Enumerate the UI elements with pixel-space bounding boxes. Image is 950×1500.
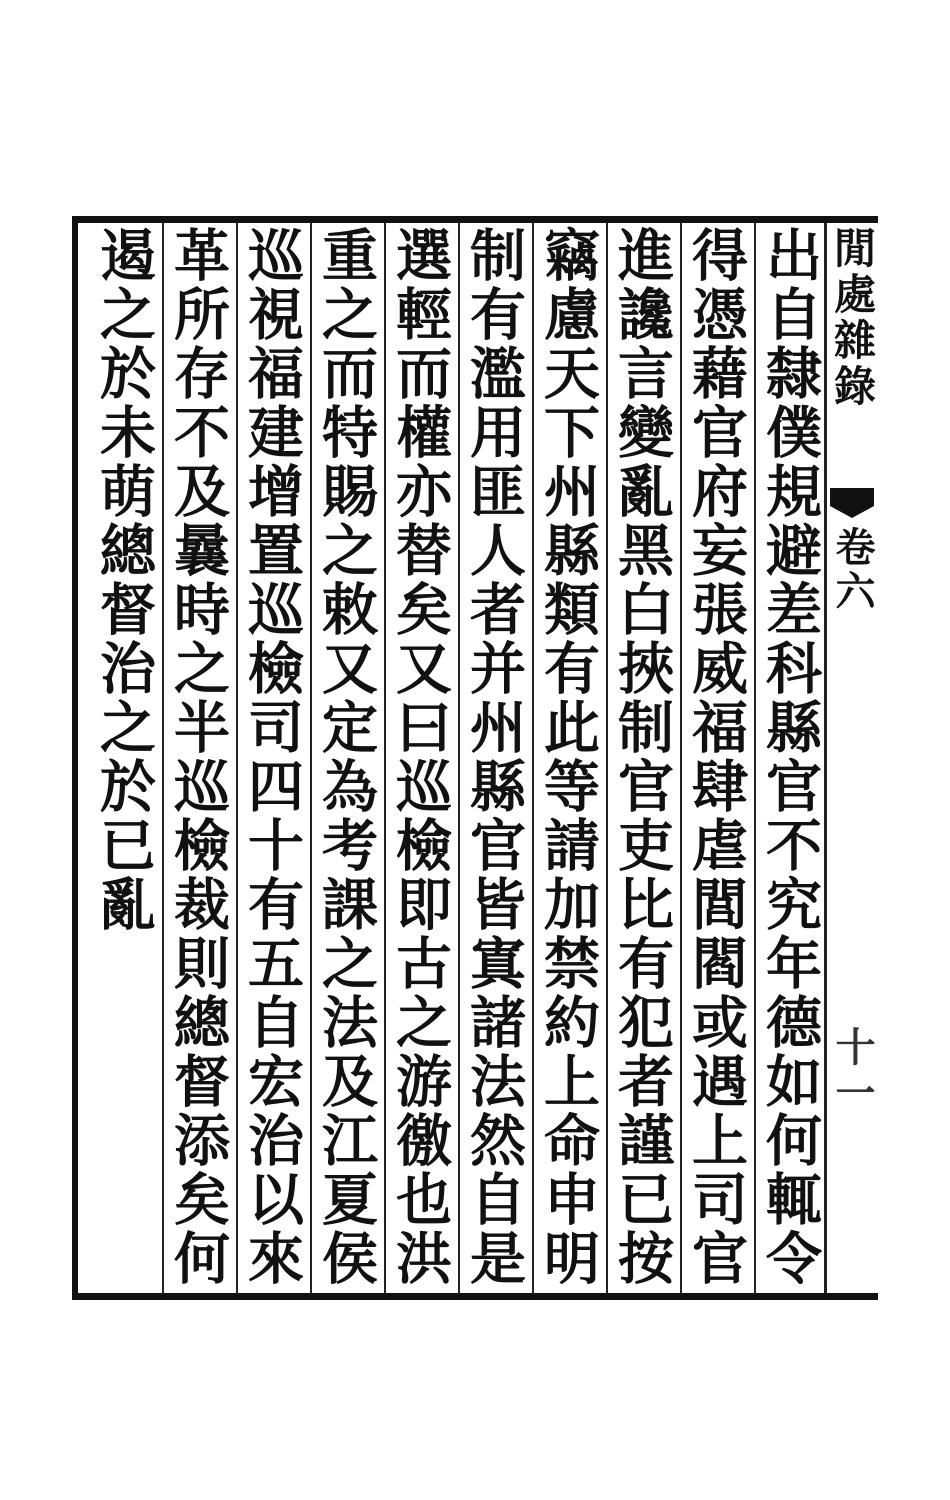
column-rule [162,223,164,1293]
margin-column [826,226,878,1292]
text-column-4: 竊慮天下州縣類有此等請加禁約上命申明 [535,226,601,1288]
text-column-1: 出自隸僕規避差科縣官不究年德如何輒令 [757,226,823,1288]
column-rule [236,223,238,1293]
fishtail-mark-icon [830,488,874,518]
column-rule [384,223,386,1293]
text-column-7: 重之而特賜之敕又定為考課之法及江夏侯 [313,226,379,1288]
column-rule [754,223,756,1293]
text-column-10: 遏之於未萌總督治之於已亂 [91,226,157,934]
column-rule [458,223,460,1293]
column-rule [532,223,534,1293]
text-column-3: 進讒言變亂黑白挾制官吏比有犯者謹已按 [609,226,675,1288]
text-column-8: 巡視福建增置巡檢司四十有五自宏治以來 [239,226,305,1288]
text-column-2: 得憑藉官府妄張威福肆虐閭閻或遇上司官 [683,226,749,1288]
column-rule [680,223,682,1293]
column-rule [310,223,312,1293]
column-rule [606,223,608,1293]
book-title: 閒處雜錄 [828,226,877,410]
juan-number: 卷六 [829,526,876,614]
text-column-5: 制有濫用匪人者并州縣官皆寘諸法然自是 [461,226,527,1288]
folio-number: 十一 [829,1026,876,1118]
text-column-9: 革所存不及曩時之半巡檢裁則總督添矣何 [165,226,231,1288]
text-column-6: 選輕而權亦替矣又曰巡檢即古之游徼也洪 [387,226,453,1288]
